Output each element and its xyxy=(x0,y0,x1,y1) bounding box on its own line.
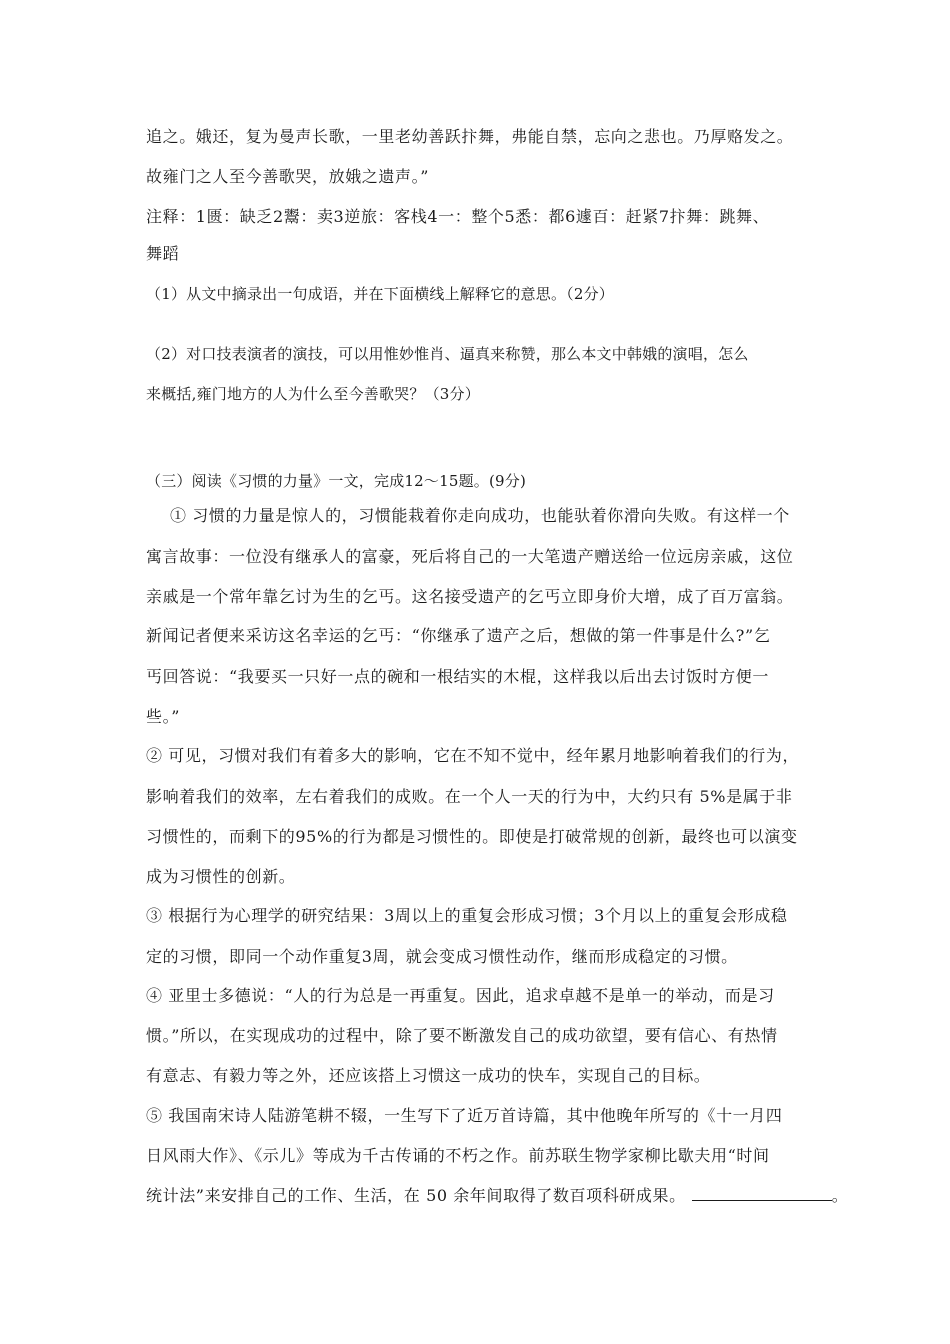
paragraph-4-line-1: ④ 亚里士多德说：“人的行为总是一再重复。因此，追求卓越不是单一的举动，而是习 xyxy=(146,986,775,1005)
classical-line-2: 故雍门之人至今善歌哭，放娥之遗声。” xyxy=(146,167,429,186)
paragraph-5-line-2: 日风雨大作》、《示儿》等成为千古传诵的不朽之作。前苏联生物学家柳比歇夫用“时间 xyxy=(146,1146,770,1165)
question-2-line-2: 来概括,雍门地方的人为什么至今善歌哭？（3分） xyxy=(146,385,480,403)
paragraph-5-line-1: ⑤ 我国南宋诗人陆游笔耕不辍，一生写下了近万首诗篇，其中他晚年所写的《十一月四 xyxy=(146,1106,783,1125)
question-1: （1）从文中摘录出一句成语，并在下面横线上解释它的意思。（2分） xyxy=(146,285,614,303)
paragraph-4-line-3: 有意志、有毅力等之外，还应该搭上习惯这一成功的快车，实现自己的目标。 xyxy=(146,1066,711,1085)
notes-line-1: 注释：1匮：缺乏2鬻：卖3逆旅：客栈4一：整个5悉：都6遽百：赶紧7抃舞：跳舞、 xyxy=(146,207,770,226)
paragraph-5-line-3-text: 统计法”来安排自己的工作、生活，在 50 余年间取得了数百项科研成果。 xyxy=(146,1186,686,1205)
fill-in-blank[interactable] xyxy=(692,1186,832,1201)
notes-line-2: 舞蹈 xyxy=(146,244,180,263)
paragraph-2-line-2: 影响着我们的效率，左右着我们的成败。在一个人一天的行为中，大约只有 5%是属于非 xyxy=(146,787,793,806)
paragraph-5-line-3 xyxy=(146,1185,848,1207)
classical-line-1: 追之。娥还，复为曼声长歌，一里老幼善跃抃舞，弗能自禁，忘向之悲也。乃厚赂发之。 xyxy=(146,127,794,146)
paragraph-1-line-1: ① 习惯的力量是惊人的，习惯能栽着你走向成功，也能驮着你滑向失败。有这样一个 xyxy=(170,506,790,525)
paragraph-5-end-mark: 。 xyxy=(831,1186,849,1205)
paragraph-3-line-1: ③ 根据行为心理学的研究结果：3周以上的重复会形成习惯；3个月以上的重复会形成稳 xyxy=(146,906,788,925)
paragraph-1-line-3: 亲戚是一个常年靠乞讨为生的乞丐。这名接受遗产的乞丐立即身价大增，成了百万富翁。 xyxy=(146,587,794,606)
paragraph-1-line-5: 丐回答说：“我要买一只好一点的碗和一根结实的木棍，这样我以后出去讨饭时方便一 xyxy=(146,667,769,686)
section-3-heading: （三）阅读《习惯的力量》一文，完成12～15题。(9分) xyxy=(146,472,527,490)
paragraph-2-line-4: 成为习惯性的创新。 xyxy=(146,867,296,886)
paragraph-1-line-6: 些。” xyxy=(146,707,180,726)
paragraph-3-line-2: 定的习惯，即同一个动作重复3周，就会变成习惯性动作，继而形成稳定的习惯。 xyxy=(146,947,738,966)
paragraph-4-line-2: 惯。”所以，在实现成功的过程中，除了要不断激发自己的成功欲望，要有信心、有热情 xyxy=(146,1026,778,1045)
paragraph-2-line-1: ② 可见，习惯对我们有着多大的影响，它在不知不觉中，经年累月地影响着我们的行为， xyxy=(146,746,800,765)
paragraph-1-line-2: 寓言故事：一位没有继承人的富豪，死后将自己的一大笔遗产赠送给一位远房亲戚，这位 xyxy=(146,547,794,566)
paragraph-2-line-3: 习惯性的，而剩下的95%的行为都是习惯性的。即使是打破常规的创新，最终也可以演变 xyxy=(146,827,798,846)
question-2-line-1: （2）对口技表演者的演技，可以用惟妙惟肖、逼真来称赞，那么本文中韩娥的演唱，怎么 xyxy=(146,345,749,363)
paragraph-1-line-4: 新闻记者便来采访这名幸运的乞丐：“你继承了遗产之后，想做的第一件事是什么?”乞 xyxy=(146,626,771,645)
